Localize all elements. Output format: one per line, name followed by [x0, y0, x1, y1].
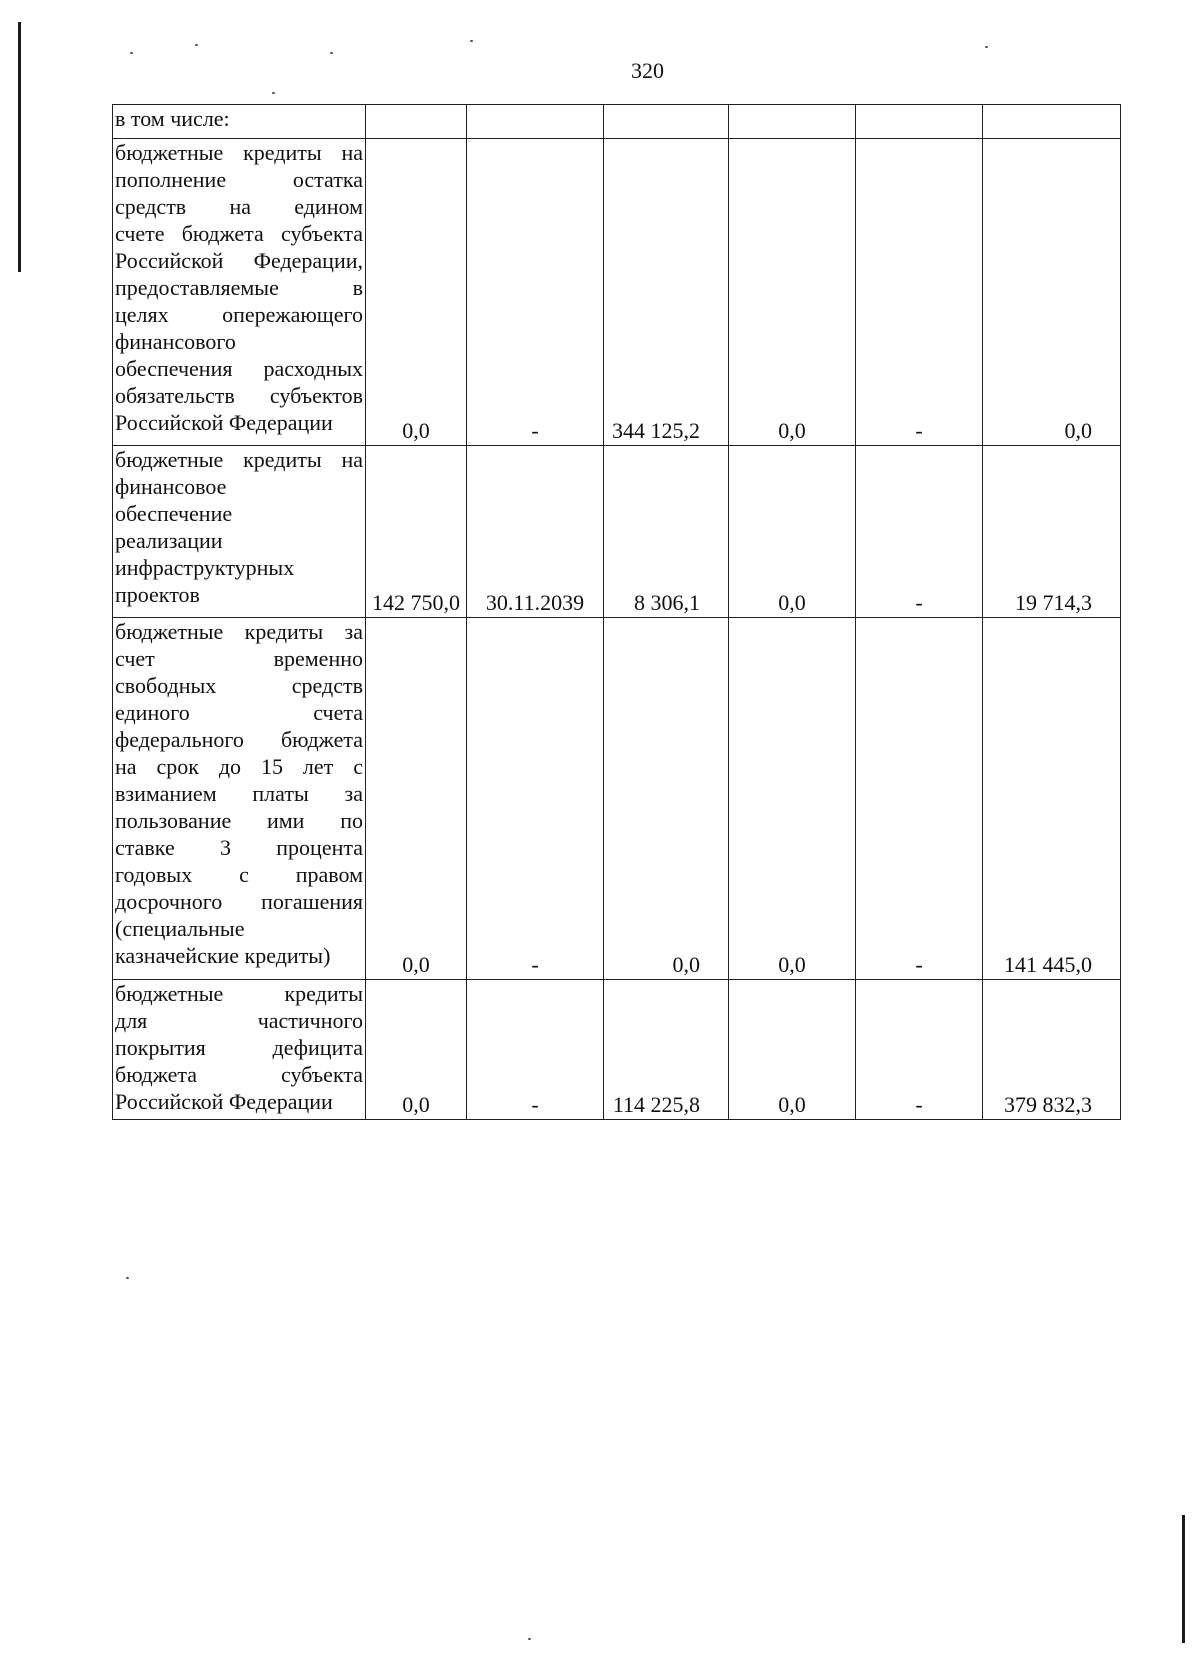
value-cell: 30.11.2039 [467, 446, 604, 618]
value-cell: 379 832,3 [983, 980, 1121, 1120]
scan-speck [330, 52, 333, 54]
scan-speck [985, 46, 988, 48]
row-label: бюджетные кредиты на финансовое обеспечение реализации инфраструктурных проектов [113, 446, 366, 618]
value-cell: 0,0 [729, 980, 856, 1120]
row-label: в том числе: [113, 105, 366, 139]
value-cell: 0,0 [983, 139, 1121, 446]
value-cell: 344 125,2 [604, 139, 729, 446]
empty-cell [366, 105, 467, 139]
value-cell: 0,0 [604, 618, 729, 980]
value-cell: 8 306,1 [604, 446, 729, 618]
value-cell: - [856, 980, 983, 1120]
page-number: 320 [631, 58, 664, 83]
scan-speck [272, 92, 275, 94]
value-cell: - [856, 618, 983, 980]
value-cell: 142 750,0 [366, 446, 467, 618]
value-cell: - [467, 139, 604, 446]
empty-cell [729, 105, 856, 139]
scan-speck [130, 52, 133, 54]
empty-cell [856, 105, 983, 139]
value-cell: - [467, 618, 604, 980]
scan-speck [470, 40, 473, 42]
empty-cell [604, 105, 729, 139]
value-cell: 0,0 [366, 139, 467, 446]
value-cell: 0,0 [729, 446, 856, 618]
value-cell: - [856, 446, 983, 618]
empty-cell [467, 105, 604, 139]
table-row [113, 139, 1121, 446]
row-label: бюджетные кредиты за счет временно свободных средств единого счета федерального бюджета на срок до 15 лет с взиманием платы за пользование ими по ставке 3 процента годовых с правом досрочного погашения (специальные казначейские кредиты) [113, 618, 366, 980]
value-cell: 114 225,8 [604, 980, 729, 1120]
value-cell: - [467, 980, 604, 1120]
table-row [113, 446, 1121, 618]
row-label: бюджетные кредиты для частичного покрытия дефицита бюджета субъекта Российской Федерации [113, 980, 366, 1120]
value-cell: - [856, 139, 983, 446]
value-cell: 141 445,0 [983, 618, 1121, 980]
scan-edge-mark [1182, 1515, 1185, 1643]
budget-credits-table [112, 104, 1121, 1120]
value-cell: 0,0 [729, 139, 856, 446]
table-row [113, 980, 1121, 1120]
table-row [113, 618, 1121, 980]
value-cell: 0,0 [366, 980, 467, 1120]
row-label: бюджетные кредиты на пополнение остатка средств на едином счете бюджета субъекта Российской Федерации, предоставляемые в целях опережающего финансового обеспечения расходных обязательств субъектов Российской Федерации [113, 139, 366, 446]
scan-speck [126, 1277, 129, 1279]
scan-speck [528, 1638, 531, 1640]
value-cell: 19 714,3 [983, 446, 1121, 618]
empty-cell [983, 105, 1121, 139]
scan-speck [195, 44, 198, 46]
table-header-row [113, 105, 1121, 139]
value-cell: 0,0 [366, 618, 467, 980]
value-cell: 0,0 [729, 618, 856, 980]
